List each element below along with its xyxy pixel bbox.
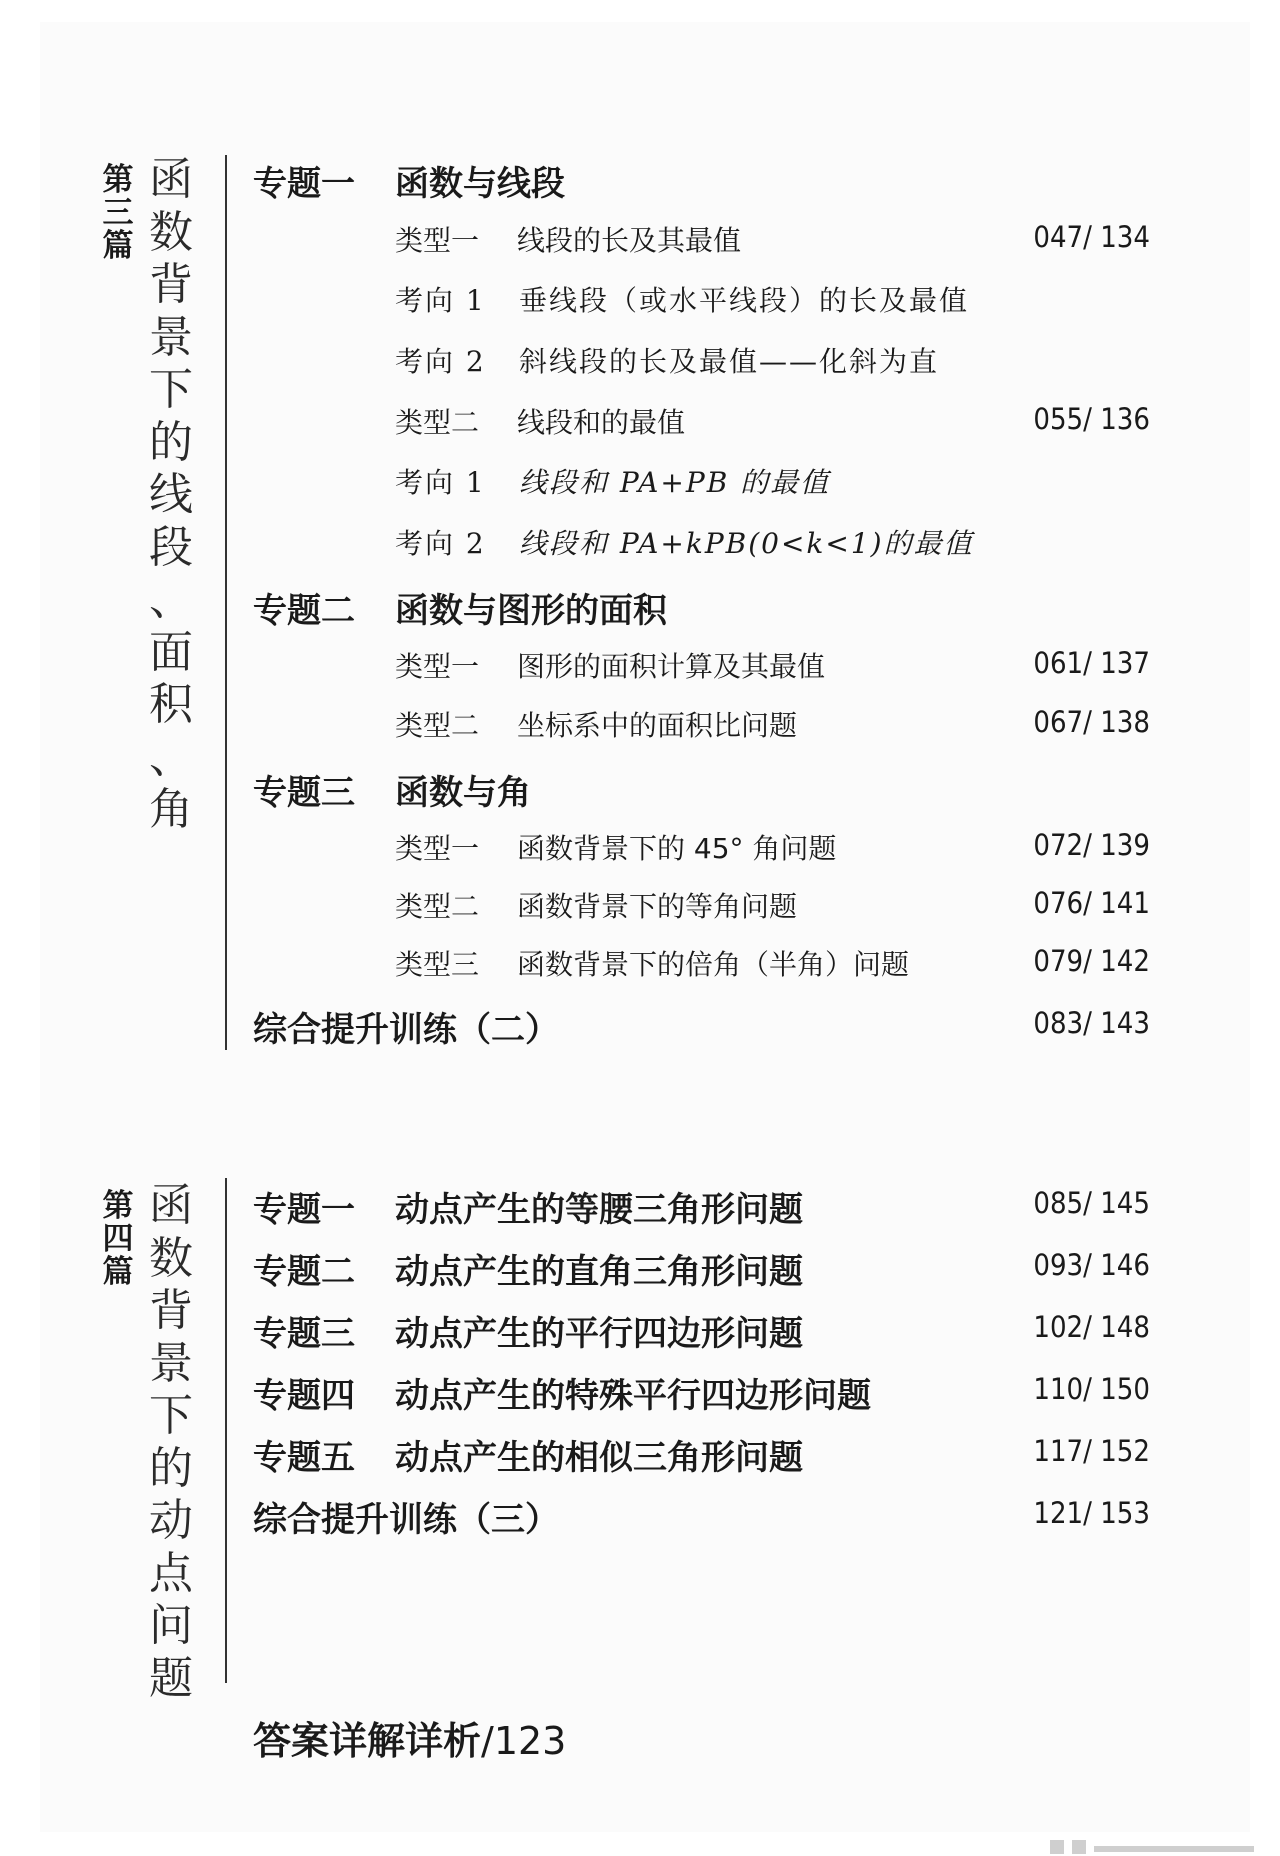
page-number: 121/ 153 bbox=[1033, 1496, 1150, 1530]
page-number: 117/ 152 bbox=[1033, 1434, 1150, 1468]
topic-label: 专题一 bbox=[253, 1190, 355, 1230]
answers-row[interactable] bbox=[253, 1710, 566, 1765]
part4-title-char: 函 bbox=[149, 1180, 193, 1231]
part4-label-char: 四 bbox=[102, 1221, 134, 1257]
part3-label-char: 三 bbox=[102, 195, 134, 231]
part3-title-char: 的 bbox=[149, 416, 193, 468]
topic-label: 专题三 bbox=[253, 1314, 355, 1354]
topic-label: 专题四 bbox=[253, 1376, 355, 1416]
review-row[interactable] bbox=[253, 1002, 559, 1051]
page-number: 093/ 146 bbox=[1033, 1248, 1150, 1282]
part4-title-char: 背 bbox=[149, 1285, 193, 1336]
type-name: 函数背景下的等角问题 bbox=[517, 890, 798, 923]
topic-name: 函数与图形的面积 bbox=[395, 591, 667, 631]
topic-row[interactable] bbox=[253, 1430, 803, 1479]
page-number: 072/ 139 bbox=[1033, 828, 1150, 862]
part3-title-char: 线 bbox=[149, 469, 193, 520]
direction-row[interactable] bbox=[395, 522, 974, 562]
answers-name: 答案详解详析 bbox=[253, 1719, 482, 1763]
type-label: 类型一 bbox=[395, 832, 480, 865]
type-row[interactable] bbox=[395, 645, 825, 685]
part3-title-char: 下 bbox=[149, 364, 193, 415]
page-number: 102/ 148 bbox=[1033, 1310, 1150, 1344]
type-name: 函数背景下的 45° 角问题 bbox=[517, 832, 837, 865]
part4-label bbox=[98, 1190, 138, 1289]
part3-title-char: 背 bbox=[149, 259, 193, 310]
part4-title-char: 题 bbox=[149, 1652, 193, 1704]
type-row[interactable] bbox=[395, 885, 797, 925]
part3-title-char: 景 bbox=[149, 311, 193, 363]
answers-page: 123 bbox=[493, 1719, 567, 1763]
topic-row[interactable] bbox=[253, 156, 565, 205]
part3-title-char: 面 bbox=[149, 626, 193, 678]
type-name: 线段和的最值 bbox=[517, 406, 686, 439]
direction-row[interactable] bbox=[395, 461, 830, 501]
part3-title-char: 角 bbox=[149, 784, 193, 835]
topic-row[interactable] bbox=[253, 765, 531, 814]
part3-title-char: 数 bbox=[149, 206, 193, 258]
topic-name: 动点产生的等腰三角形问题 bbox=[395, 1190, 803, 1230]
part3-title-char: 、 bbox=[149, 731, 193, 783]
type-row[interactable] bbox=[395, 704, 797, 744]
part4-title-char: 的 bbox=[149, 1442, 193, 1494]
part4-title-char: 问 bbox=[149, 1600, 193, 1651]
type-label: 类型三 bbox=[395, 948, 480, 981]
topic-name: 动点产生的相似三角形问题 bbox=[395, 1438, 803, 1478]
direction-row[interactable] bbox=[395, 279, 969, 319]
type-label: 类型二 bbox=[395, 890, 480, 923]
topic-name: 函数与线段 bbox=[395, 164, 565, 204]
part3-title-char: 函 bbox=[149, 154, 193, 205]
part3-label-char: 篇 bbox=[102, 228, 134, 264]
review-row[interactable] bbox=[253, 1492, 559, 1541]
type-label: 类型二 bbox=[395, 709, 480, 742]
topic-label: 专题五 bbox=[253, 1438, 355, 1478]
page-number: 067/ 138 bbox=[1033, 705, 1150, 739]
part3-title-char: 、 bbox=[149, 574, 193, 625]
page-number: 055/ 136 bbox=[1033, 402, 1150, 436]
page-number: 083/ 143 bbox=[1033, 1006, 1150, 1040]
page-number: 085/ 145 bbox=[1033, 1186, 1150, 1220]
direction-label: 考向 1 bbox=[395, 466, 486, 499]
review-name: 综合提升训练（三） bbox=[253, 1500, 559, 1540]
page-number: 061/ 137 bbox=[1033, 646, 1150, 680]
topic-row[interactable] bbox=[253, 1306, 803, 1355]
topic-row[interactable] bbox=[253, 583, 667, 632]
type-name: 函数背景下的倍角（半角）问题 bbox=[517, 948, 910, 981]
topic-row[interactable] bbox=[253, 1244, 803, 1293]
part3-divider bbox=[225, 155, 227, 1050]
direction-name: 斜线段的长及最值——化斜为直 bbox=[519, 345, 940, 378]
part4-divider bbox=[225, 1178, 227, 1683]
topic-row[interactable] bbox=[253, 1368, 871, 1417]
part3-title bbox=[143, 154, 199, 837]
part4-title-char: 数 bbox=[149, 1232, 193, 1284]
page-number: 110/ 150 bbox=[1033, 1372, 1150, 1406]
type-row[interactable] bbox=[395, 827, 836, 867]
type-label: 类型一 bbox=[395, 224, 480, 257]
review-name: 综合提升训练（二） bbox=[253, 1010, 559, 1050]
topic-name: 动点产生的平行四边形问题 bbox=[395, 1314, 803, 1354]
direction-name: 线段和 PA+kPB(0<k<1)的最值 bbox=[519, 527, 974, 560]
part4-title-char: 动 bbox=[149, 1495, 193, 1546]
page-number: 076/ 141 bbox=[1033, 886, 1150, 920]
direction-name: 垂线段（或水平线段）的长及最值 bbox=[519, 284, 970, 317]
type-label: 类型一 bbox=[395, 650, 480, 683]
part4-label-char: 第 bbox=[102, 1188, 134, 1224]
direction-label: 考向 2 bbox=[395, 345, 486, 378]
topic-label: 专题一 bbox=[253, 164, 355, 204]
watermark bbox=[1050, 1838, 1260, 1856]
part4-title-char: 点 bbox=[149, 1547, 193, 1599]
topic-label: 专题二 bbox=[253, 1252, 355, 1292]
direction-label: 考向 1 bbox=[395, 284, 486, 317]
direction-row[interactable] bbox=[395, 340, 939, 380]
topic-name: 动点产生的特殊平行四边形问题 bbox=[395, 1376, 871, 1416]
type-row[interactable] bbox=[395, 401, 685, 441]
part3-label bbox=[98, 164, 138, 263]
topic-row[interactable] bbox=[253, 1182, 803, 1231]
type-row[interactable] bbox=[395, 943, 909, 983]
type-label: 类型二 bbox=[395, 406, 480, 439]
type-name: 坐标系中的面积比问题 bbox=[517, 709, 798, 742]
part4-title-char: 下 bbox=[149, 1390, 193, 1441]
type-name: 线段的长及其最值 bbox=[517, 224, 742, 257]
topic-label: 专题三 bbox=[253, 773, 355, 813]
part4-title-char: 景 bbox=[149, 1337, 193, 1389]
direction-label: 考向 2 bbox=[395, 527, 486, 560]
type-row[interactable] bbox=[395, 219, 741, 259]
page-number: 079/ 142 bbox=[1033, 944, 1150, 978]
type-name: 图形的面积计算及其最值 bbox=[517, 650, 826, 683]
part4-title bbox=[143, 1180, 199, 1705]
topic-name: 动点产生的直角三角形问题 bbox=[395, 1252, 803, 1292]
answers-sep: / bbox=[481, 1719, 494, 1763]
topic-label: 专题二 bbox=[253, 591, 355, 631]
page-number: 047/ 134 bbox=[1033, 220, 1150, 254]
topic-name: 函数与角 bbox=[395, 773, 531, 813]
part3-title-char: 积 bbox=[149, 679, 193, 730]
part3-label-char: 第 bbox=[102, 162, 134, 198]
part4-label-char: 篇 bbox=[102, 1254, 134, 1290]
part3-title-char: 段 bbox=[149, 521, 193, 573]
direction-name: 线段和 PA+PB 的最值 bbox=[519, 466, 831, 499]
